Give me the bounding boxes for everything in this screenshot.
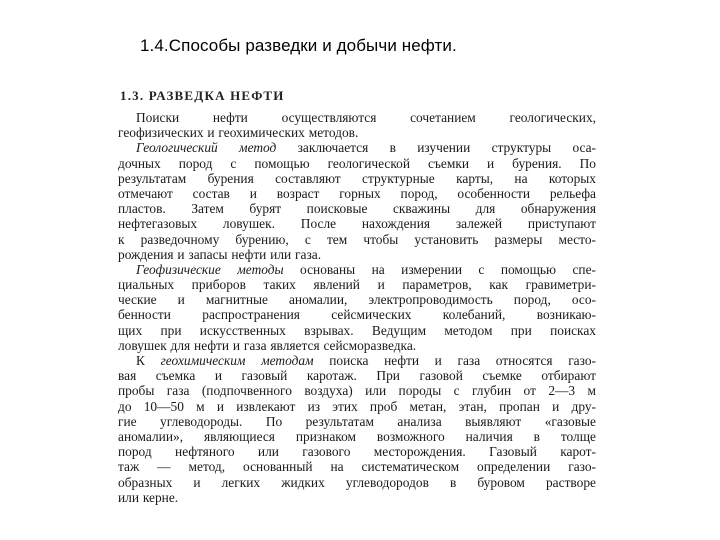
text-segment: пробы газа (подпочвенного воздуха) или породы с глубин от 2—3 м bbox=[118, 383, 596, 399]
text-segment: до 10—50 м и извлекают из этих проб метан, этан, пропан и дру- bbox=[118, 398, 596, 414]
text-segment: пород нефтяного или газового месторождения. Газовый карот- bbox=[118, 444, 596, 460]
text-line bbox=[118, 383, 596, 398]
italic-term: геохимическим методам bbox=[160, 353, 314, 368]
text-line bbox=[118, 490, 596, 505]
text-line bbox=[118, 459, 596, 474]
text-line bbox=[118, 171, 596, 186]
text-line bbox=[118, 368, 596, 383]
text-segment: дочных пород с помощью геологической съемки и бурения. По bbox=[118, 155, 596, 171]
text-segment: к разведочному бурению, с тем чтобы установить размеры место- bbox=[118, 231, 596, 247]
text-line bbox=[118, 156, 596, 171]
text-segment: бенности распространения сейсмических колебаний, возникаю- bbox=[118, 307, 596, 323]
text-line bbox=[118, 277, 596, 292]
text-segment: поиска нефти и газа относятся газо- bbox=[313, 353, 596, 368]
text-segment: или керне. bbox=[118, 489, 179, 505]
slide-title: 1.4.Способы разведки и добычи нефти. bbox=[140, 36, 457, 55]
text-segment: Поиски нефти осуществляются сочетанием геологических, bbox=[136, 110, 596, 125]
text-line bbox=[118, 307, 596, 322]
text-segment: заключается в изучении структуры оса- bbox=[276, 140, 596, 156]
scanned-page bbox=[110, 88, 598, 524]
text-segment: циальных приборов таких явлений и параметров, как гравиметри- bbox=[118, 277, 596, 293]
text-line bbox=[118, 323, 596, 338]
text-segment: аномалии», являющиеся признаком возможного наличия в толще bbox=[118, 428, 596, 444]
text-segment: К bbox=[136, 353, 161, 368]
text-segment: пластов. Затем бурят поисковые скважины для обнаружения bbox=[118, 201, 596, 217]
text-line bbox=[118, 186, 596, 201]
text-line bbox=[118, 232, 596, 247]
text-line bbox=[118, 475, 596, 490]
text-segment: ловушек для нефти и газа является сейсморазведка. bbox=[118, 337, 417, 353]
text-line bbox=[118, 338, 596, 353]
text-line bbox=[118, 110, 596, 125]
text-line bbox=[118, 414, 596, 429]
text-segment: гие углеводороды. По результатам анализа выявляют «газовые bbox=[118, 413, 596, 429]
text-line bbox=[118, 444, 596, 459]
text-line bbox=[118, 216, 596, 231]
text-segment: таж — метод, основанный на систематическом определении газо- bbox=[118, 459, 596, 475]
section-heading: 1.3. РАЗВЕДКА НЕФТИ bbox=[120, 88, 285, 103]
text-segment: результатам бурения составляют структурные карты, на которых bbox=[118, 170, 596, 186]
text-line bbox=[118, 353, 596, 368]
text-line bbox=[118, 292, 596, 307]
text-segment: щих при искусственных взрывах. Ведущим методом при поисках bbox=[118, 322, 596, 338]
text-segment: рождения и запасы нефти или газа. bbox=[118, 246, 322, 262]
text-segment: вая съемка и газовый каротаж. При газовой съемке отбирают bbox=[118, 368, 596, 384]
text-line bbox=[118, 201, 596, 216]
italic-term: Геофизические методы bbox=[136, 261, 284, 277]
text-line bbox=[118, 262, 596, 277]
text-segment: геофизических и геохимических методов. bbox=[118, 125, 359, 141]
text-line bbox=[118, 247, 596, 262]
text-segment: образных и легких жидких углеводородов в буровом растворе bbox=[118, 474, 596, 490]
text-line bbox=[118, 429, 596, 444]
text-line bbox=[118, 140, 596, 155]
text-segment: отмечают состав и возраст горных пород, особенности рельефа bbox=[118, 185, 596, 201]
text-segment: нефтегазовых ловушек. После нахождения залежей приступают bbox=[118, 216, 596, 232]
body-text bbox=[118, 110, 596, 505]
text-line bbox=[118, 399, 596, 414]
text-segment: основаны на измерении с помощью спе- bbox=[283, 261, 596, 277]
text-segment: ческие и магнитные аномалии, электропроводимость пород, осо- bbox=[118, 292, 596, 308]
italic-term: Геологический метод bbox=[136, 140, 277, 156]
text-line bbox=[118, 125, 596, 140]
